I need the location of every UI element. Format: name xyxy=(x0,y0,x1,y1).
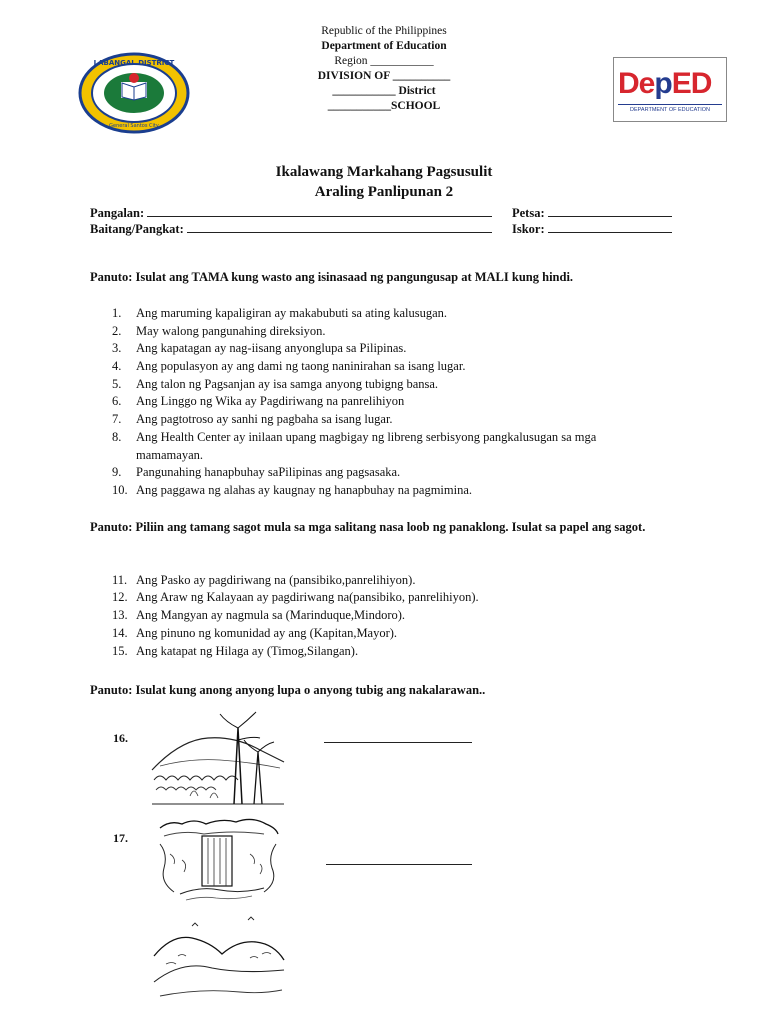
list-item: 1. Ang maruming kapaligiran ay makabubuti sa ating kalusugan. xyxy=(112,306,448,320)
question-16-number: 16. xyxy=(113,731,128,745)
section3-directions: Panuto: Isulat kung anong anyong lupa o anyong tubig ang nakalarawan.. xyxy=(90,683,486,697)
district-logo-text: LABANGAL DISTRICT xyxy=(93,59,175,67)
header-school: ___________SCHOOL xyxy=(327,100,441,112)
district-logo-subtext: General Santos City xyxy=(109,123,159,129)
grade-section-field[interactable] xyxy=(90,221,492,237)
waterfall-image xyxy=(156,814,282,906)
list-item: 2. May walong pangunahing direksiyon. xyxy=(112,324,326,338)
list-item: 11. Ang Pasko ay pagdiriwang na (pansibiko,panrelihiyon). xyxy=(112,573,416,587)
deped-logo: DepED DEPARTMENT OF EDUCATION xyxy=(613,57,727,122)
list-item: 7. Ang pagtotroso ay sanhi ng pagbaha sa isang lugar. xyxy=(112,412,393,426)
list-item: 13. Ang Mangyan ay nagmula sa (Marinduque,Mindoro). xyxy=(112,608,406,622)
section2-directions: Panuto: Piliin ang tamang sagot mula sa mga salitang nasa loob ng panaklong. Isulat sa papel ang sagot. xyxy=(90,520,646,534)
list-item: 15. Ang katapat ng Hilaga ay (Timog,Silangan). xyxy=(112,644,359,658)
name-field[interactable] xyxy=(90,205,492,221)
header-department: Department of Education xyxy=(321,40,447,52)
forest-mountain-image xyxy=(150,710,286,806)
list-item: 12. Ang Araw ng Kalayaan ay pagdiriwang na(pansibiko, panrelihiyon). xyxy=(112,590,479,604)
list-item: 14. Ang pinuno ng komunidad ay ang (Kapitan,Mayor). xyxy=(112,626,398,640)
date-label: Petsa: xyxy=(512,206,545,220)
question-17-number: 17. xyxy=(113,831,128,845)
deped-logo-subtext: DEPARTMENT OF EDUCATION xyxy=(630,107,710,113)
exam-subject: Araling Panlipunan 2 xyxy=(314,184,454,200)
hills-image xyxy=(152,910,286,1006)
list-item: 3. Ang kapatagan ay nag-iisang anyonglupa sa Pilipinas. xyxy=(112,341,407,355)
list-item: 6. Ang Linggo ng Wika ay Pagdiriwang na panrelihiyon xyxy=(112,394,405,408)
grade-section-label: Baitang/Pangkat: xyxy=(90,222,184,236)
header-republic: Republic of the Philippines xyxy=(321,25,447,37)
list-item: 8. Ang Health Center ay inilaan upang magbigay ng libreng serbisyong pangkalusugan sa mga mamamayan. xyxy=(112,430,597,462)
date-field[interactable] xyxy=(512,205,672,221)
answer-line-16[interactable] xyxy=(324,742,472,743)
header-district: ___________ District xyxy=(332,85,436,97)
name-label: Pangalan: xyxy=(90,206,145,220)
section1-directions: Panuto: Isulat ang TAMA kung wasto ang isinasaad ng pangungusap at MALI kung hindi. xyxy=(90,270,574,284)
list-item: 5. Ang talon ng Pagsanjan ay isa samga anyong tubigng bansa. xyxy=(112,377,439,391)
list-item: 10. Ang paggawa ng alahas ay kaugnay ng hanapbuhay na pagmimina. xyxy=(112,483,473,497)
answer-line-17[interactable] xyxy=(326,864,472,865)
header-region: Region ___________ xyxy=(334,55,434,67)
header-division: DIVISION OF __________ xyxy=(317,70,451,82)
list-item: 4. Ang populasyon ay ang dami ng taong naninirahan sa isang lugar. xyxy=(112,359,466,373)
score-label: Iskor: xyxy=(512,222,545,236)
score-field[interactable] xyxy=(512,221,672,237)
list-item: 9. Pangunahing hanapbuhay saPilipinas ang pagsasaka. xyxy=(112,465,401,479)
exam-title: Ikalawang Markahang Pagsusulit xyxy=(275,164,493,180)
